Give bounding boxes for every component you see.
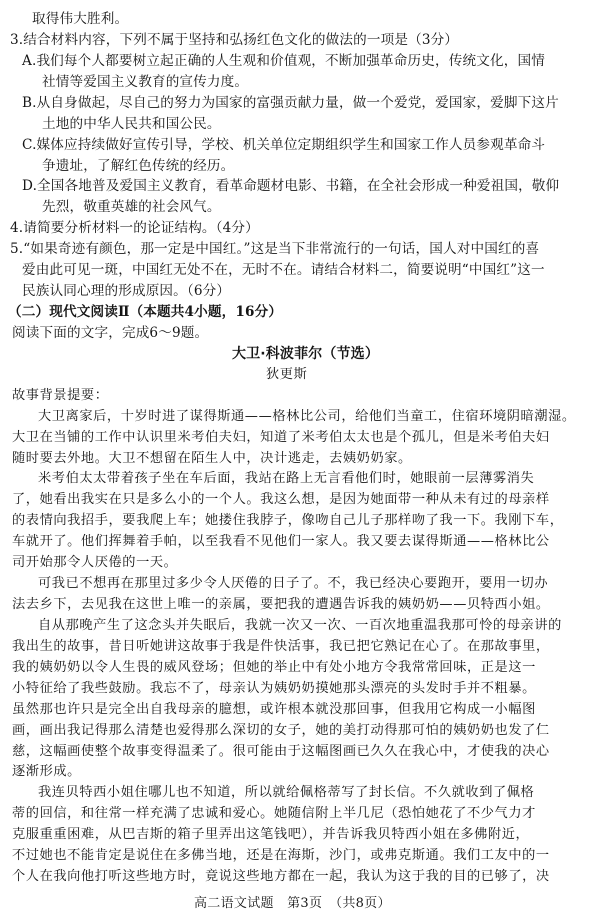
passage-line: 随时要去外地。大卫不想留在陌生人中，决计逃走，去姨奶奶家。	[12, 450, 412, 466]
question-3: 3.结合材料内容，下列不属于坚持和弘扬红色文化的做法的一项是（3分）	[10, 31, 459, 48]
passage-line: 司开始那令人厌倦的一天。	[12, 555, 178, 571]
passage-line: 自从那晚产生了这念头并失眠后，我就一次又一次、一百次地重温我那可怜的母亲讲的	[38, 617, 562, 633]
instruction: 阅读下面的文字，完成6～9题。	[12, 324, 209, 341]
option-b: B.从自身做起，尽自己的努力为国家的富强贡献力量，做一个爱党，爱国家，爱脚下这片	[22, 94, 559, 111]
passage-line: 米考伯太太带着孩子坐在车后面，我站在路上无言看他们时，她眼前一层薄雾消失	[38, 471, 535, 487]
passage-line: 我连贝特西小姐住哪儿也不知道，所以就给佩格蒂写了封长信。不久就收到了佩格	[38, 785, 535, 801]
section-heading: （二）现代文阅读Ⅱ（本题共4小题，16分）	[8, 304, 283, 320]
passage-line: 小特征给了我些鼓励。我忘不了，母亲认为姨奶奶摸她那头漂亮的头发时手并不粗暴。	[12, 680, 536, 696]
text-line: 争遗址，了解红色传统的经历。	[42, 157, 235, 174]
option-a: A.我们每个人都要树立起正确的人生观和价值观，不断加强革命历史，传统文化，国情	[22, 52, 545, 69]
passage-line: 画，画出我记得那么清楚也爱得那么深切的女子，她的美打动得那可怕的姨奶奶也发了仁	[12, 722, 550, 738]
text-line: 爱由此可见一斑，中国红无处不在，无时不在。请结合材料二，简要说明“中国红”这一	[22, 262, 545, 279]
passage-line: 了，她看出我实在只是多么小的一个人。我这么想，是因为她面带一种从未有过的母亲样	[12, 492, 550, 508]
passage-title: 大卫·科波菲尔（节选）	[232, 345, 379, 362]
passage-line: 克服重重困难，从巴吉斯的箱子里弄出这笔钱吧），并告诉我贝特西小姐在多佛附近，	[12, 827, 530, 843]
passage-line: 大卫离家后，十岁时进了谋得斯通——格林比公司，给他们当童工，住宿环境阴暗潮湿。	[38, 408, 576, 424]
option-c: C.媒体应持续做好宣传引导，学校、机关单位定期组织学生和国家工作人员参观革命斗	[22, 136, 546, 153]
text-line: 取得伟大胜利。	[32, 11, 129, 27]
passage-line: 虽然那也许只是完全出自我母亲的臆想，或许根本就没那回事，但我用它构成一小幅图	[12, 701, 536, 717]
passage-line: 我出生的故事，昔日听她讲这故事于我是件快活事，我已把它熟记在心了。在那故事里，	[12, 638, 550, 654]
passage-line: 慈，这幅画使整个故事变得温柔了。很可能由于这幅图画已久久在我心中，才使我的决心	[12, 743, 550, 759]
passage-line: 个人在我向他打听这些地方时，竟说这些地方都在一起，我认为这于我的目的已够了，决	[12, 869, 550, 885]
passage-line: 逐渐形成。	[12, 764, 81, 780]
background-label: 故事背景提要：	[12, 387, 109, 403]
passage-line: 法去乡下，去见我在这世上唯一的亲属，要把我的遭遇告诉我的姨奶奶——贝特西小姐。	[12, 597, 550, 612]
question-4: 4.请简要分析材料一的论证结构。（4分）	[10, 220, 259, 237]
passage-line: 蒂的回信，和往常一样充满了忠诚和爱心。她随信附上半几尼（恐怕她花了不少气力才	[12, 806, 536, 822]
page-footer: 高二语文试题 第3页 （共8页）	[190, 893, 395, 914]
text-line: 土地的中华人民共和国公民。	[42, 115, 221, 132]
text-line: 民族认同心理的形成原因。（6分）	[22, 283, 231, 300]
text-line: 先烈，敬重英雄的社会风气。	[42, 199, 221, 216]
passage-line: 我的姨奶奶以令人生畏的威风登场；但她的举止中有处小地方令我常常回味，正是这一	[12, 659, 536, 675]
text-line: 社情等爱国主义教育的宣传力度。	[42, 73, 249, 90]
passage-author: 狄更斯	[266, 366, 308, 382]
passage-line: 大卫在当铺的工作中认识里米考伯夫妇，知道了米考伯太太也是个孤儿，但是米考伯夫妇	[12, 429, 550, 445]
option-d: D.全国各地普及爱国主义教育，看革命题材电影、书籍，在全社会形成一种爱祖国，敬仰	[22, 178, 560, 195]
passage-line: 车就开了。他们挥舞着手帕，以至我看不见他们一家人。我又要去谋得斯通——格林比公	[12, 534, 550, 550]
passage-line: 可我已不想再在那里过多少令人厌倦的日子了。不，我已经决心要跑开，要用一切办	[38, 576, 549, 592]
passage-line: 的表情向我招手，要我爬上车；她搂住我脖子，像吻自己儿子那样吻了我一下。我刚下车，	[12, 513, 564, 529]
passage-line: 不过她也不能肯定是说住在多佛当地，还是在海斯，沙门，或弗克斯通。我们工友中的一	[12, 848, 550, 864]
question-5: 5.“如果奇迹有颜色，那一定是中国红。”这是当下非常流行的一句话，国人对中国红的喜	[10, 241, 540, 258]
